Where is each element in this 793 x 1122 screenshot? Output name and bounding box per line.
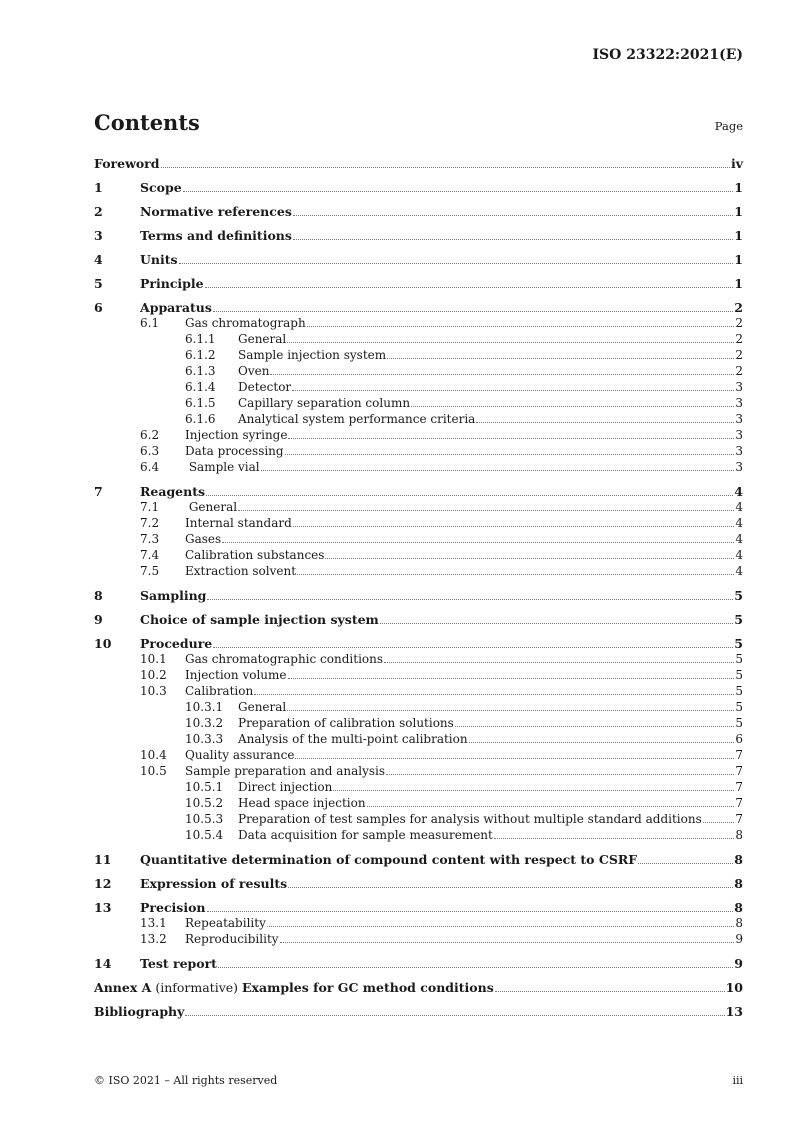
annex-label: Annex A xyxy=(94,980,152,995)
toc-entry-number: 13.2 xyxy=(140,932,167,946)
toc-entry-title: Detector xyxy=(238,380,292,394)
toc-entry-title: Units xyxy=(140,252,178,267)
toc-entry[interactable] xyxy=(94,684,743,700)
toc-entry-number: 10.3 xyxy=(140,684,167,698)
toc-entry-number: 6.1.2 xyxy=(185,348,216,362)
toc-entry[interactable] xyxy=(94,780,743,796)
toc-entry-title: Extraction solvent xyxy=(185,564,297,578)
toc-entry-number: 13.1 xyxy=(140,916,167,930)
toc-entry[interactable] xyxy=(94,300,743,316)
toc-entry-page: 4 xyxy=(735,500,743,514)
toc-entry-title: Repeatability xyxy=(185,916,266,930)
toc-entry-title: Sample vial xyxy=(185,460,260,474)
toc-entry-number: 7.5 xyxy=(140,564,160,578)
footer-copyright: © ISO 2021 – All rights reserved xyxy=(94,1074,278,1087)
toc-entry-number: 14 xyxy=(94,956,112,971)
dot-leader xyxy=(287,709,734,711)
toc-entry[interactable] xyxy=(94,636,743,652)
toc-entry-page: 13 xyxy=(725,1004,743,1019)
toc-entry[interactable] xyxy=(94,180,743,196)
toc-entry-title: Oven xyxy=(238,364,270,378)
dot-leader xyxy=(293,214,733,216)
toc-entry-title: Injection volume xyxy=(185,668,287,682)
toc-entry[interactable] xyxy=(94,332,743,348)
toc-entry-number: 10.5.2 xyxy=(185,796,224,810)
toc-entry-page: 6 xyxy=(735,732,743,746)
toc-entry-title: Precision xyxy=(140,900,206,915)
toc-entry-page: 4 xyxy=(735,548,743,562)
toc-entry-page: 2 xyxy=(734,300,743,315)
toc-entry-page: 3 xyxy=(735,412,743,426)
toc-entry-number: 7.3 xyxy=(140,532,160,546)
toc-entry-page: 9 xyxy=(735,932,743,946)
toc-entry[interactable] xyxy=(94,516,743,532)
dot-leader xyxy=(206,494,733,496)
toc-entry[interactable] xyxy=(94,484,743,500)
toc-entry-page: 2 xyxy=(735,316,743,330)
toc-entry-number: 4 xyxy=(94,252,103,267)
toc-entry-number: 10.3.1 xyxy=(185,700,224,714)
toc-entry-page: 5 xyxy=(735,684,743,698)
toc-entry-page: 5 xyxy=(735,700,743,714)
toc-entry-title: Analytical system performance criteria xyxy=(238,412,476,426)
toc-entry-page: 1 xyxy=(734,276,743,291)
toc-entry-number: 2 xyxy=(94,204,103,219)
toc-entry-number: 1 xyxy=(94,180,103,195)
toc-entry-title: Injection syringe xyxy=(185,428,288,442)
toc-entry[interactable] xyxy=(94,564,743,580)
toc-entry-title: Test report xyxy=(140,956,217,971)
toc-entry-page: 1 xyxy=(734,228,743,243)
toc-entry-title: Quality assurance xyxy=(185,748,295,762)
toc-entry[interactable] xyxy=(94,500,743,516)
toc-entry-number: 6.1.1 xyxy=(185,332,216,346)
toc-entry-number: 7 xyxy=(94,484,103,499)
toc-entry-title: Terms and definitions xyxy=(140,228,292,243)
toc-entry-title: General xyxy=(238,332,287,346)
toc-entry[interactable] xyxy=(94,276,743,292)
toc-entry[interactable] xyxy=(94,796,743,812)
dot-leader xyxy=(207,910,734,912)
toc-entry-number: 6 xyxy=(94,300,103,315)
toc-entry-page: 2 xyxy=(735,348,743,362)
toc-entry-number: 6.3 xyxy=(140,444,160,458)
toc-entry-number: 8 xyxy=(94,588,103,603)
dot-leader xyxy=(185,1014,724,1016)
dot-leader xyxy=(205,286,734,288)
toc-entry-number: 6.2 xyxy=(140,428,160,442)
annex-title: Examples for GC method conditions xyxy=(242,980,494,995)
toc-entry-number: 11 xyxy=(94,852,112,867)
toc-entry[interactable] xyxy=(94,956,743,972)
toc-entry-number: 10 xyxy=(94,636,112,651)
toc-entry-page: 8 xyxy=(734,852,743,867)
toc-entry[interactable] xyxy=(94,748,743,764)
toc-entry-title: Principle xyxy=(140,276,204,291)
toc-entry-number: 9 xyxy=(94,612,103,627)
toc-entry[interactable] xyxy=(94,228,743,244)
toc-entry[interactable] xyxy=(94,980,743,996)
toc-entry[interactable] xyxy=(94,812,743,828)
toc-entry-title: Calibration xyxy=(185,684,254,698)
toc-entry-page: 2 xyxy=(735,364,743,378)
toc-entry-page: 10 xyxy=(725,980,743,995)
toc-entry-title: Apparatus xyxy=(140,300,212,315)
dot-leader xyxy=(287,341,734,343)
toc-entry[interactable] xyxy=(94,852,743,868)
toc-entry-title: Bibliography xyxy=(94,1004,185,1019)
toc-entry-title: Sampling xyxy=(140,588,207,603)
toc-entry-number: 10.5.1 xyxy=(185,780,224,794)
toc-entry[interactable] xyxy=(94,156,743,172)
dot-leader xyxy=(638,862,733,864)
toc-entry-number: 10.5.4 xyxy=(185,828,224,842)
toc-entry[interactable] xyxy=(94,548,743,564)
toc-entry[interactable] xyxy=(94,364,743,380)
toc-entry[interactable] xyxy=(94,380,743,396)
toc-entry-page: 1 xyxy=(734,204,743,219)
toc-entry-title: Gas chromatographic conditions xyxy=(185,652,384,666)
toc-entry-page: 5 xyxy=(735,652,743,666)
toc-entry-number: 10.3.3 xyxy=(185,732,224,746)
toc-entry-page: 4 xyxy=(735,532,743,546)
toc-entry-page: 7 xyxy=(735,812,743,826)
toc-entry-page: 8 xyxy=(734,900,743,915)
toc-entry[interactable] xyxy=(94,932,743,948)
toc-entry-title: Sample preparation and analysis xyxy=(185,764,386,778)
toc-entry[interactable] xyxy=(94,444,743,460)
toc-entry-number: 6.4 xyxy=(140,460,160,474)
dot-leader xyxy=(307,325,735,327)
toc-entry[interactable] xyxy=(94,348,743,364)
annex-type: (informative) xyxy=(151,980,243,995)
toc-entry[interactable] xyxy=(94,1004,743,1020)
dot-leader xyxy=(293,238,733,240)
toc-entry[interactable] xyxy=(94,252,743,268)
toc-entry-page: 4 xyxy=(735,516,743,530)
toc-entry[interactable] xyxy=(94,700,743,716)
toc-entry-page: 9 xyxy=(734,956,743,971)
dot-leader xyxy=(222,541,734,543)
toc-entry[interactable] xyxy=(94,876,743,892)
dot-leader xyxy=(293,525,735,527)
toc-entry-page: 1 xyxy=(734,180,743,195)
toc-entry[interactable] xyxy=(94,588,743,604)
toc-entry-page: 1 xyxy=(734,252,743,267)
toc-entry-page: 8 xyxy=(734,876,743,891)
toc-entry-page: 8 xyxy=(735,916,743,930)
toc-entry-title: Expression of results xyxy=(140,876,288,891)
toc-entry-page: 7 xyxy=(735,764,743,778)
toc-entry-title: Analysis of the multi-point calibration xyxy=(238,732,468,746)
toc-entry-title xyxy=(94,980,494,995)
toc-entry-number: 10.2 xyxy=(140,668,167,682)
toc-entry-page: 8 xyxy=(735,828,743,842)
dot-leader xyxy=(218,966,733,968)
toc-entry-number: 6.1.3 xyxy=(185,364,216,378)
toc-entry-page: 3 xyxy=(735,460,743,474)
dot-leader xyxy=(476,421,734,423)
toc-entry[interactable] xyxy=(94,412,743,428)
toc-entry-number: 12 xyxy=(94,876,112,891)
toc-entry-title: Foreword xyxy=(94,156,160,171)
toc-entry-title: Data processing xyxy=(185,444,284,458)
dot-leader xyxy=(380,622,734,624)
toc-entry-page: 4 xyxy=(735,564,743,578)
toc-entry-title: Sample injection system xyxy=(238,348,387,362)
toc-entry-page: 3 xyxy=(735,396,743,410)
dot-leader xyxy=(261,469,735,471)
toc-entry-title: Reproducibility xyxy=(185,932,279,946)
toc-entry[interactable] xyxy=(94,460,743,476)
dot-leader xyxy=(333,789,734,791)
toc-entry[interactable] xyxy=(94,396,743,412)
toc-entry-page: 3 xyxy=(735,380,743,394)
toc-entry-page: 5 xyxy=(734,636,743,651)
toc-entry-page: 4 xyxy=(734,484,743,499)
toc-entry-title: Capillary separation column xyxy=(238,396,411,410)
toc-entry-page: 2 xyxy=(735,332,743,346)
toc-entry-title: Normative references xyxy=(140,204,292,219)
toc-entry-title: Reagents xyxy=(140,484,206,499)
dot-leader xyxy=(494,837,735,839)
toc-entry-title: Head space injection xyxy=(238,796,366,810)
toc-entry-title: Preparation of calibration solutions xyxy=(238,716,454,730)
toc-entry[interactable] xyxy=(94,668,743,684)
toc-entry-number: 7.4 xyxy=(140,548,160,562)
toc-entry[interactable] xyxy=(94,612,743,628)
dot-leader xyxy=(411,405,734,407)
dot-leader xyxy=(238,509,734,511)
toc-entry-title: Direct injection xyxy=(238,780,333,794)
toc-entry-number: 6.1.5 xyxy=(185,396,216,410)
toc-entry-title: Preparation of test samples for analysis without multiple standard additions xyxy=(238,812,702,826)
dot-leader xyxy=(288,677,735,679)
toc-entry-title: Internal standard xyxy=(185,516,292,530)
toc-entry-page: 3 xyxy=(735,428,743,442)
toc-entry-page: iv xyxy=(730,156,743,171)
toc-entry-title: Data acquisition for sample measurement xyxy=(238,828,493,842)
toc-entry-number: 6.1.4 xyxy=(185,380,216,394)
dot-leader xyxy=(267,925,735,927)
toc-entry[interactable] xyxy=(94,532,743,548)
toc-entry[interactable] xyxy=(94,204,743,220)
toc-entry-page: 5 xyxy=(735,668,743,682)
dot-leader xyxy=(285,453,735,455)
toc-entry[interactable] xyxy=(94,732,743,748)
toc-entry-page: 5 xyxy=(735,716,743,730)
toc-entry[interactable] xyxy=(94,900,743,916)
dot-leader xyxy=(183,190,734,192)
toc-entry-number: 5 xyxy=(94,276,103,291)
dot-leader xyxy=(384,661,734,663)
toc-entry[interactable] xyxy=(94,716,743,732)
toc-entry-number: 6.1.6 xyxy=(185,412,216,426)
toc-entry-number: 10.4 xyxy=(140,748,167,762)
dot-leader xyxy=(469,741,735,743)
dot-leader xyxy=(270,373,734,375)
dot-leader xyxy=(495,990,725,992)
dot-leader xyxy=(288,437,734,439)
table-of-contents xyxy=(94,156,743,1020)
toc-entry-page: 3 xyxy=(735,444,743,458)
running-header-doc-id: ISO 23322:2021(E) xyxy=(592,47,743,63)
toc-entry-title: Procedure xyxy=(140,636,213,651)
toc-entry-number: 10.3.2 xyxy=(185,716,224,730)
toc-entry-title: Quantitative determination of compound content with respect to CSRF xyxy=(140,852,638,867)
footer-page-number: iii xyxy=(732,1074,743,1087)
dot-leader xyxy=(280,941,735,943)
toc-entry-page: 7 xyxy=(735,780,743,794)
toc-entry-title: General xyxy=(238,700,287,714)
dot-leader xyxy=(386,773,734,775)
toc-entry-number: 13 xyxy=(94,900,112,915)
toc-entry-number: 10.1 xyxy=(140,652,167,666)
toc-entry[interactable] xyxy=(94,828,743,844)
toc-entry-title: Scope xyxy=(140,180,182,195)
dot-leader xyxy=(288,886,733,888)
toc-entry-page: 5 xyxy=(734,588,743,603)
dot-leader xyxy=(254,693,734,695)
dot-leader xyxy=(213,646,733,648)
toc-entry-title: Choice of sample injection system xyxy=(140,612,379,627)
dot-leader xyxy=(703,821,735,823)
toc-entry-number: 7.1 xyxy=(140,500,160,514)
dot-leader xyxy=(297,573,734,575)
toc-entry-number: 6.1 xyxy=(140,316,160,330)
dot-leader xyxy=(455,725,735,727)
dot-leader xyxy=(387,357,734,359)
toc-entry-title: Gas chromatograph xyxy=(185,316,306,330)
toc-entry-title: General xyxy=(185,500,238,514)
toc-entry-page: 7 xyxy=(735,748,743,762)
toc-entry-page: 7 xyxy=(735,796,743,810)
toc-entry[interactable] xyxy=(94,652,743,668)
dot-leader xyxy=(367,805,735,807)
dot-leader xyxy=(179,262,734,264)
toc-entry-number: 7.2 xyxy=(140,516,160,530)
toc-entry-title: Gases xyxy=(185,532,222,546)
toc-entry[interactable] xyxy=(94,764,743,780)
toc-entry-page: 5 xyxy=(734,612,743,627)
toc-entry-title: Calibration substances xyxy=(185,548,325,562)
dot-leader xyxy=(325,557,734,559)
page-title: Contents xyxy=(94,110,200,135)
toc-entry[interactable] xyxy=(94,428,743,444)
page-column-label: Page xyxy=(714,119,743,133)
dot-leader xyxy=(161,166,730,168)
toc-entry[interactable] xyxy=(94,316,743,332)
dot-leader xyxy=(292,389,734,391)
toc-entry-number: 10.5.3 xyxy=(185,812,224,826)
dot-leader xyxy=(213,310,733,312)
toc-entry-number: 3 xyxy=(94,228,103,243)
dot-leader xyxy=(207,598,733,600)
dot-leader xyxy=(295,757,734,759)
toc-entry-number: 10.5 xyxy=(140,764,167,778)
toc-entry[interactable] xyxy=(94,916,743,932)
